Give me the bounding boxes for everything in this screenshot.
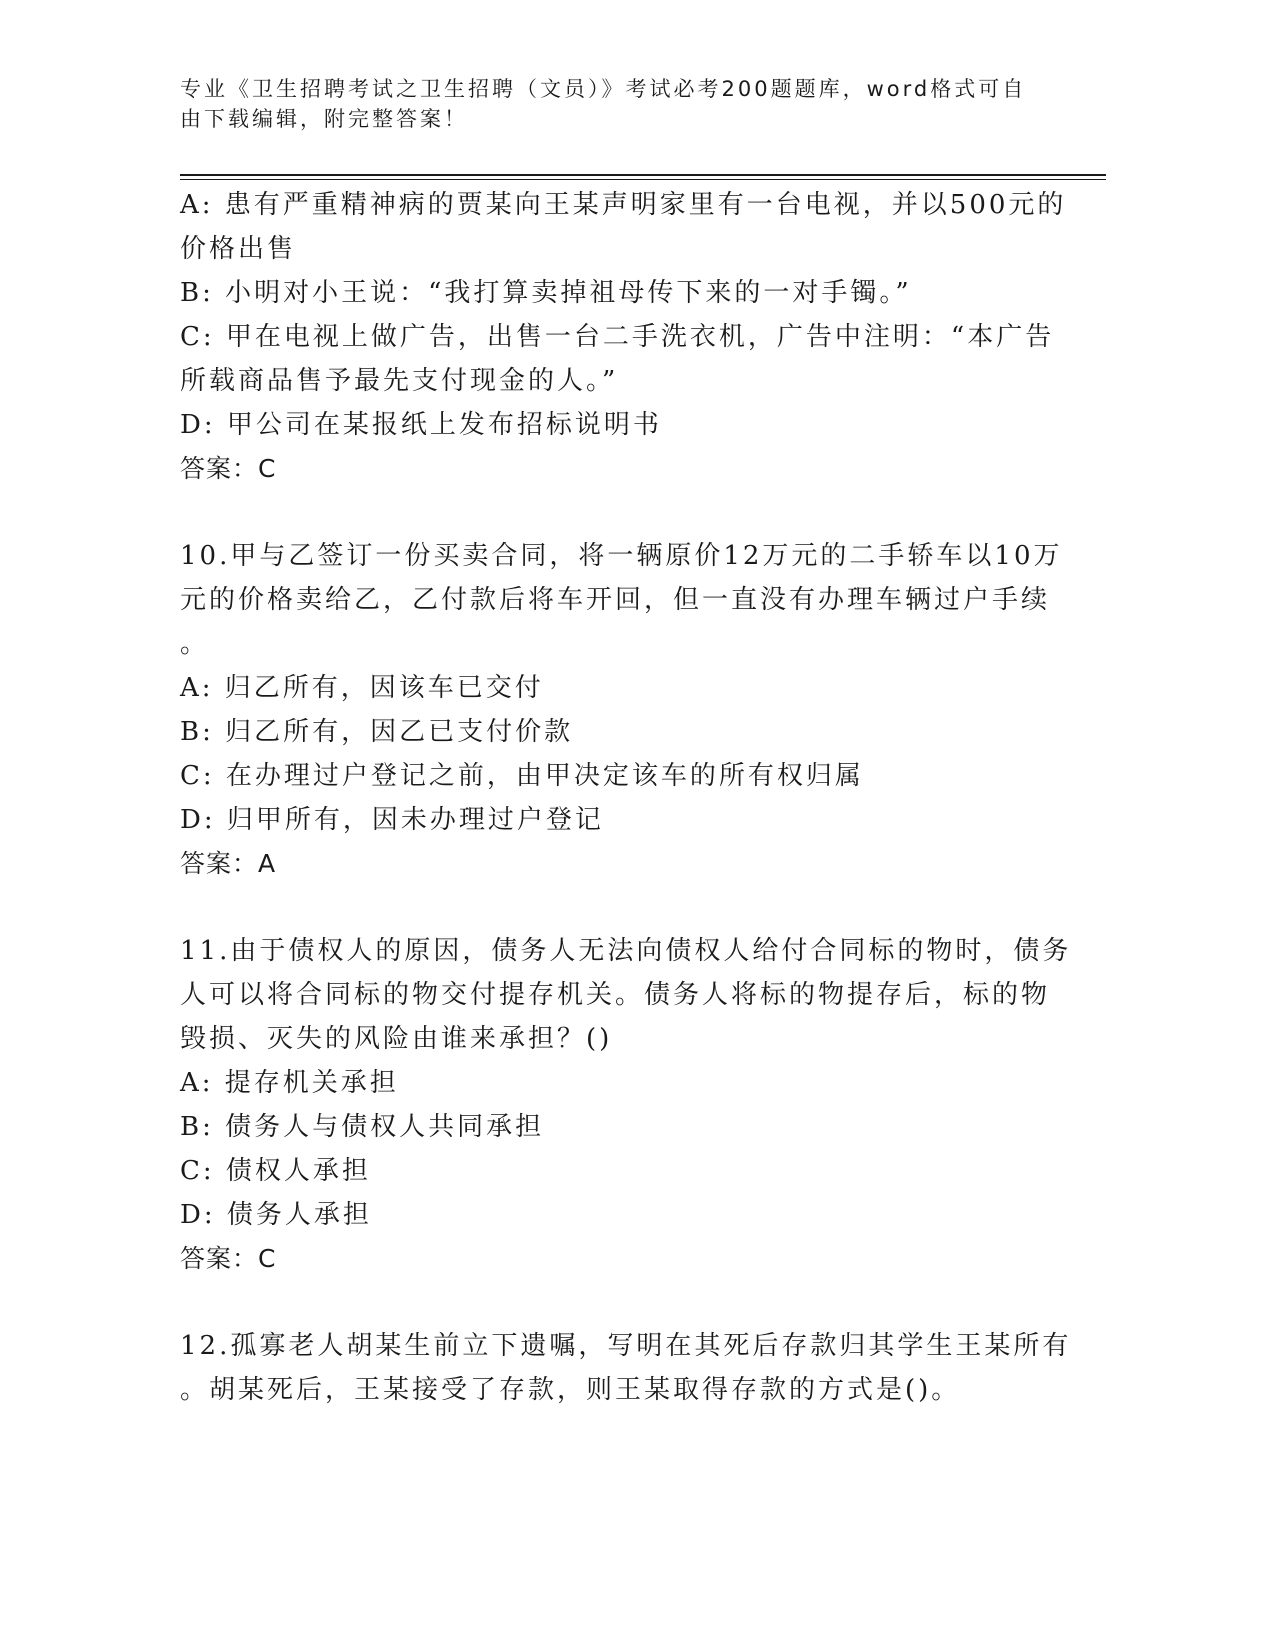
q10-answer: 答案：A (180, 849, 277, 878)
q9-answer: 答案：C (180, 454, 277, 483)
q11-answer: 答案：C (180, 1244, 277, 1273)
question-11-block (180, 929, 1100, 1281)
q11-stem-line-3: 毁损、灭失的风险由谁来承担？() (180, 1024, 613, 1054)
q12-stem-line-1: 12.孤寡老人胡某生前立下遗嘱，写明在其死后存款归其学生王某所有 (180, 1331, 1072, 1361)
question-12-block (180, 1324, 1100, 1412)
document-header (180, 74, 1100, 134)
q11-option-d: D: 债务人承担 (180, 1200, 372, 1230)
q9-option-d: D: 甲公司在某报纸上发布招标说明书 (180, 410, 662, 440)
q11-option-b: B: 债务人与债权人共同承担 (180, 1112, 545, 1142)
divider-thick-line (180, 174, 1106, 176)
q10-option-b: B: 归乙所有，因乙已支付价款 (180, 717, 574, 747)
q10-stem-line-1: 10.甲与乙签订一份买卖合同，将一辆原价12万元的二手轿车以10万 (180, 541, 1063, 571)
header-divider (180, 174, 1106, 180)
q10-stem-line-3: 。 (180, 629, 210, 659)
q12-stem-line-2: 。胡某死后，王某接受了存款，则王某取得存款的方式是()。 (180, 1375, 961, 1405)
q10-option-a: A: 归乙所有，因该车已交付 (180, 673, 544, 703)
divider-thin-line (180, 179, 1106, 180)
header-line-2: 由下载编辑，附完整答案！ (180, 107, 468, 131)
q11-stem-line-1: 11.由于债权人的原因，债务人无法向债权人给付合同标的物时，债务 (180, 936, 1072, 966)
question-9-block (180, 183, 1100, 491)
header-line-1: 专业《卫生招聘考试之卫生招聘（文员）》考试必考200题题库，word格式可自 (180, 77, 1027, 101)
q9-option-c-line-1: C: 甲在电视上做广告，出售一台二手洗衣机，广告中注明：“本广告 (180, 322, 1055, 352)
q10-stem-line-2: 元的价格卖给乙，乙付款后将车开回，但一直没有办理车辆过户手续 (180, 585, 1051, 615)
document-body (180, 183, 1100, 1412)
q9-option-a-line-1: A: 患有严重精神病的贾某向王某声明家里有一台电视，并以500元的 (180, 190, 1067, 220)
spacer (180, 886, 1100, 929)
spacer (180, 1281, 1100, 1324)
q9-option-b: B: 小明对小王说：“我打算卖掉祖母传下来的一对手镯。” (180, 278, 912, 308)
q11-option-c: C: 债权人承担 (180, 1156, 371, 1186)
q9-option-a-line-2: 价格出售 (180, 234, 297, 264)
q11-stem-line-2: 人可以将合同标的物交付提存机关。债务人将标的物提存后，标的物 (180, 980, 1051, 1010)
q10-option-c: C: 在办理过户登记之前，由甲决定该车的所有权归属 (180, 761, 864, 791)
q10-option-d: D: 归甲所有，因未办理过户登记 (180, 805, 604, 835)
q9-option-c-line-2: 所载商品售予最先支付现金的人。” (180, 366, 619, 396)
question-10-block (180, 534, 1100, 886)
q11-option-a: A: 提存机关承担 (180, 1068, 399, 1098)
spacer (180, 491, 1100, 534)
